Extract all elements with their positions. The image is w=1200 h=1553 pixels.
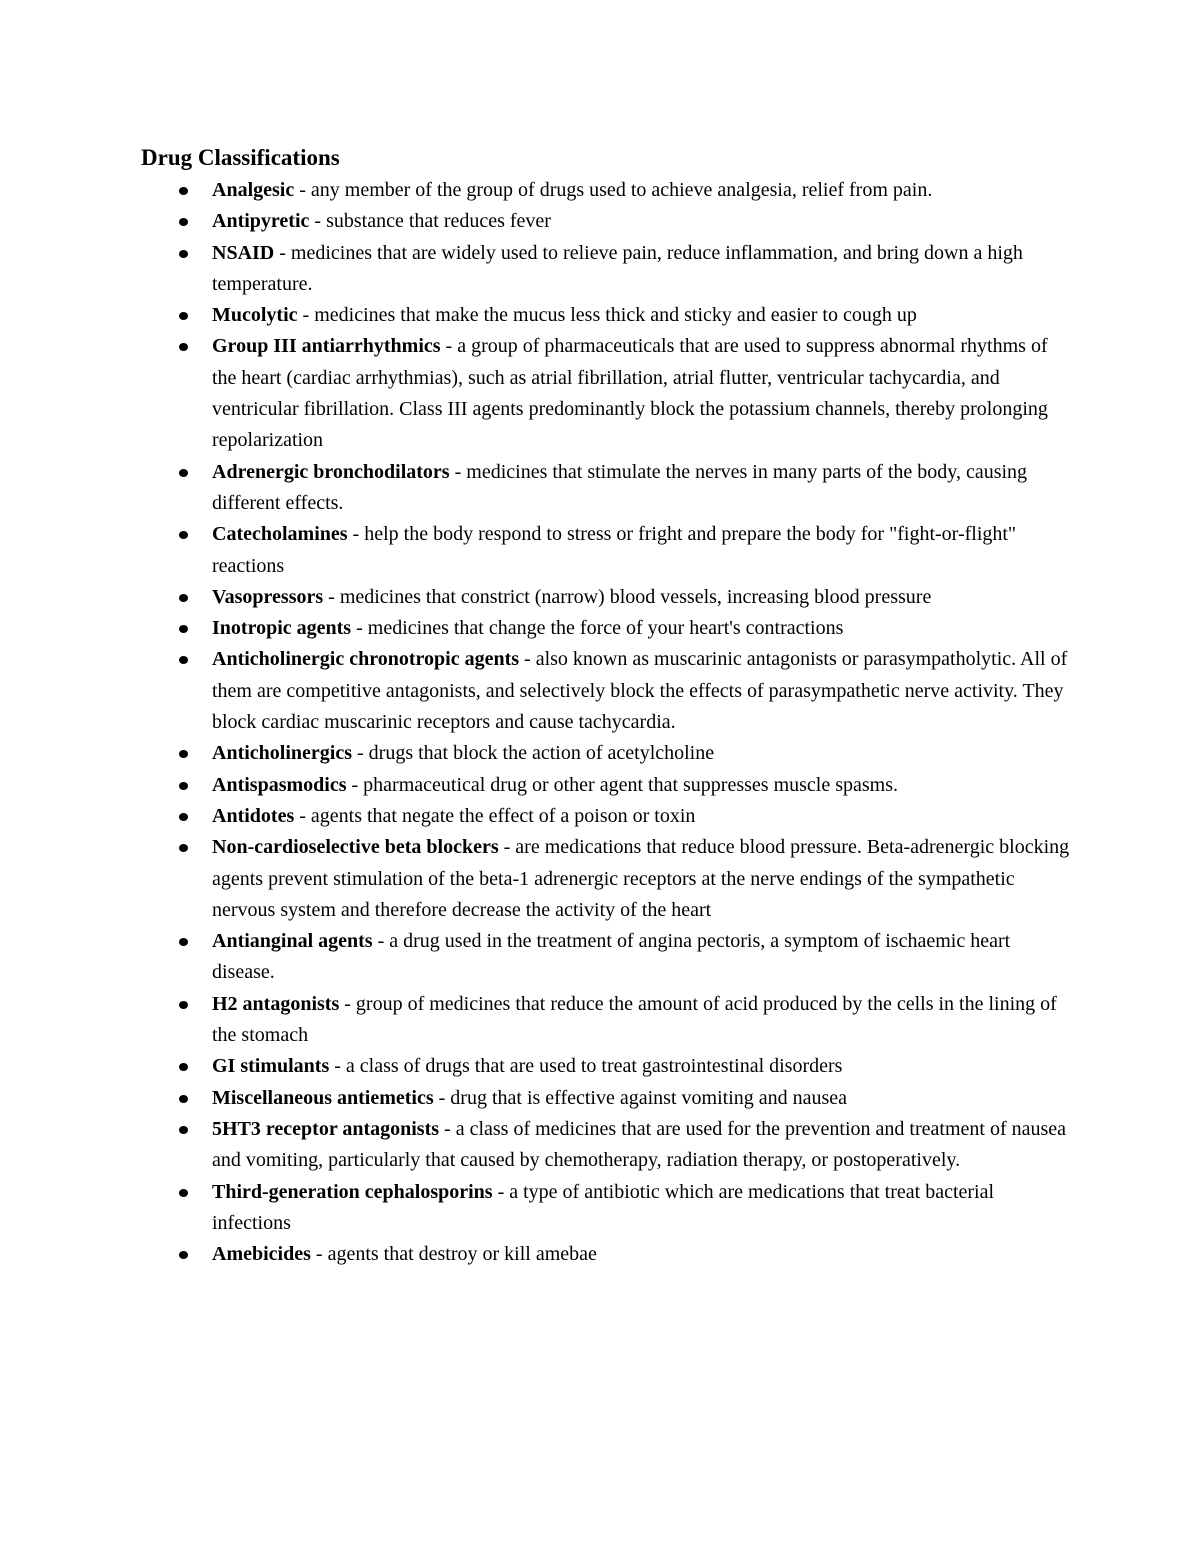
bullet-icon [179, 1095, 188, 1103]
term-definition: agents that destroy or kill amebae [327, 1243, 597, 1266]
term-name: Inotropic agents [212, 617, 352, 640]
term-separator: - [519, 648, 536, 671]
bullet-icon [179, 1063, 188, 1071]
term-separator: - [372, 930, 390, 953]
term-definition: medicines that change the force of your heart's contractions [367, 617, 844, 640]
list-item [212, 1177, 1072, 1240]
term-name: Non-cardioselective beta blockers [212, 836, 499, 859]
term-separator: - [329, 1055, 346, 1078]
list-item [212, 801, 1072, 832]
list-item [212, 1083, 1072, 1114]
term-name: Vasopressors [212, 585, 324, 608]
bullet-icon [179, 1126, 188, 1134]
bullet-icon [179, 750, 188, 758]
term-separator: - [309, 210, 327, 233]
term-definition: medicines that make the mucus less thick and sticky and easier to cough up [314, 304, 917, 327]
term-separator: - [339, 992, 356, 1015]
list-item [212, 457, 1072, 520]
term-separator: - [492, 1180, 510, 1203]
term-definition: medicines that are widely used to relieve pain, reduce inflammation, and bring down a high temperature. [212, 241, 1023, 295]
list-item [212, 613, 1072, 644]
term-name: Anticholinergics [212, 742, 352, 765]
term-definition: agents that negate the effect of a poison or toxin [310, 804, 696, 827]
term-definition: medicines that stimulate the nerves in many parts of the body, causing different effects. [212, 460, 1028, 514]
term-definition: are medications that reduce blood pressure. Beta-adrenergic blocking agents prevent stimulation of the beta-1 adrenergic receptors at the nerve endings of the sympathetic nervous system and therefore decrease the activity of the heart [212, 836, 1070, 921]
term-separator: - [294, 179, 311, 201]
term-separator: - [440, 335, 458, 358]
list-item [212, 832, 1072, 926]
term-separator: - [449, 460, 467, 483]
term-definition: help the body respond to stress or fright and prepare the body for "fight-or-flight" reactions [212, 523, 1017, 577]
bullet-icon [179, 312, 188, 320]
bullet-icon [179, 938, 188, 946]
document-title: Drug Classifications [141, 145, 340, 170]
term-separator: - [433, 1086, 451, 1109]
list-item [212, 206, 1072, 237]
term-name: Antispasmodics [212, 773, 347, 796]
drug-classification-list [212, 175, 1072, 1270]
term-definition: pharmaceutical drug or other agent that suppresses muscle spasms. [363, 773, 898, 796]
term-name: GI stimulants [212, 1055, 330, 1078]
list-item [212, 300, 1072, 331]
term-name: Anticholinergic chronotropic agents [212, 648, 520, 671]
term-definition: medicines that constrict (narrow) blood vessels, increasing blood pressure [339, 585, 932, 608]
list-item [212, 175, 1072, 206]
bullet-icon [179, 813, 188, 821]
term-name: Analgesic [212, 179, 295, 201]
term-name: Third-generation cephalosporins [212, 1180, 493, 1203]
term-separator: - [297, 304, 315, 327]
term-separator: - [274, 241, 291, 264]
list-item [212, 582, 1072, 613]
term-definition: drugs that block the action of acetylcholine [368, 742, 715, 765]
bullet-icon [179, 218, 188, 226]
bullet-icon [179, 1001, 188, 1009]
term-name: Mucolytic [212, 304, 298, 327]
term-name: Antidotes [212, 804, 295, 827]
list-item [212, 770, 1072, 801]
list-item [212, 519, 1072, 582]
term-separator: - [294, 804, 311, 827]
term-definition: drug that is effective against vomiting and nausea [450, 1086, 848, 1109]
term-separator: - [323, 585, 340, 608]
term-name: 5HT3 receptor antagonists [212, 1117, 440, 1140]
term-definition: a type of antibiotic which are medications that treat bacterial infections [212, 1180, 995, 1234]
bullet-icon [179, 782, 188, 790]
term-separator: - [439, 1117, 456, 1140]
term-definition: any member of the group of drugs used to achieve analgesia, relief from pain. [310, 179, 933, 201]
bullet-icon [179, 250, 188, 258]
term-definition: a class of drugs that are used to treat gastrointestinal disorders [345, 1055, 843, 1078]
bullet-icon [179, 469, 188, 477]
bullet-icon [179, 1189, 188, 1197]
term-definition: also known as muscarinic antagonists or parasympatholytic. All of them are competitive antagonists, and selectively block the effects of parasympathetic nerve activity. They block cardiac muscarinic receptors and cause tachycardia. [212, 648, 1068, 734]
term-definition: a drug used in the treatment of angina pectoris, a symptom of ischaemic heart disease. [212, 930, 1011, 984]
list-item [212, 1114, 1072, 1177]
term-separator: - [310, 1243, 328, 1266]
term-definition: substance that reduces fever [326, 210, 551, 233]
bullet-icon [179, 844, 188, 852]
list-item [212, 989, 1072, 1052]
term-definition: a class of medicines that are used for the prevention and treatment of nausea and vomiting, particularly that caused by chemotherapy, radiation therapy, or postoperatively. [212, 1117, 1067, 1172]
term-separator: - [346, 773, 364, 796]
bullet-icon [179, 594, 188, 602]
term-name: NSAID [212, 241, 275, 264]
term-name: Group III antiarrhythmics [212, 335, 441, 358]
term-definition: group of medicines that reduce the amount of acid produced by the cells in the lining of the stomach [212, 992, 1057, 1047]
term-separator: - [351, 617, 368, 640]
bullet-icon [179, 531, 188, 539]
list-item [212, 238, 1072, 301]
bullet-icon [179, 656, 188, 664]
term-separator: - [347, 523, 365, 546]
term-name: Adrenergic bronchodilators [212, 460, 450, 483]
term-definition: a group of pharmaceuticals that are used to suppress abnormal rhythms of the heart (cardiac arrhythmias), such as atrial fibrillation, atrial flutter, ventricular tachycardia, and ventricular fibrillation. Class III agents predominantly block the potassium channels, thereby prolonging repolarization [212, 335, 1048, 452]
bullet-icon [179, 187, 188, 195]
term-name: Miscellaneous antiemetics [212, 1086, 434, 1109]
list-item [212, 644, 1072, 738]
term-separator: - [352, 742, 369, 765]
term-name: Antianginal agents [212, 930, 373, 953]
bullet-icon [179, 1251, 188, 1259]
list-item [212, 1239, 1072, 1270]
bullet-icon [179, 343, 188, 351]
term-name: H2 antagonists [212, 992, 340, 1015]
list-item [212, 331, 1072, 456]
list-item [212, 1051, 1072, 1082]
term-name: Antipyretic [212, 210, 310, 233]
term-separator: - [498, 836, 516, 859]
term-name: Amebicides [212, 1243, 311, 1266]
bullet-icon [179, 625, 188, 633]
list-item [212, 926, 1072, 989]
list-item [212, 738, 1072, 769]
term-name: Catecholamines [212, 523, 348, 546]
